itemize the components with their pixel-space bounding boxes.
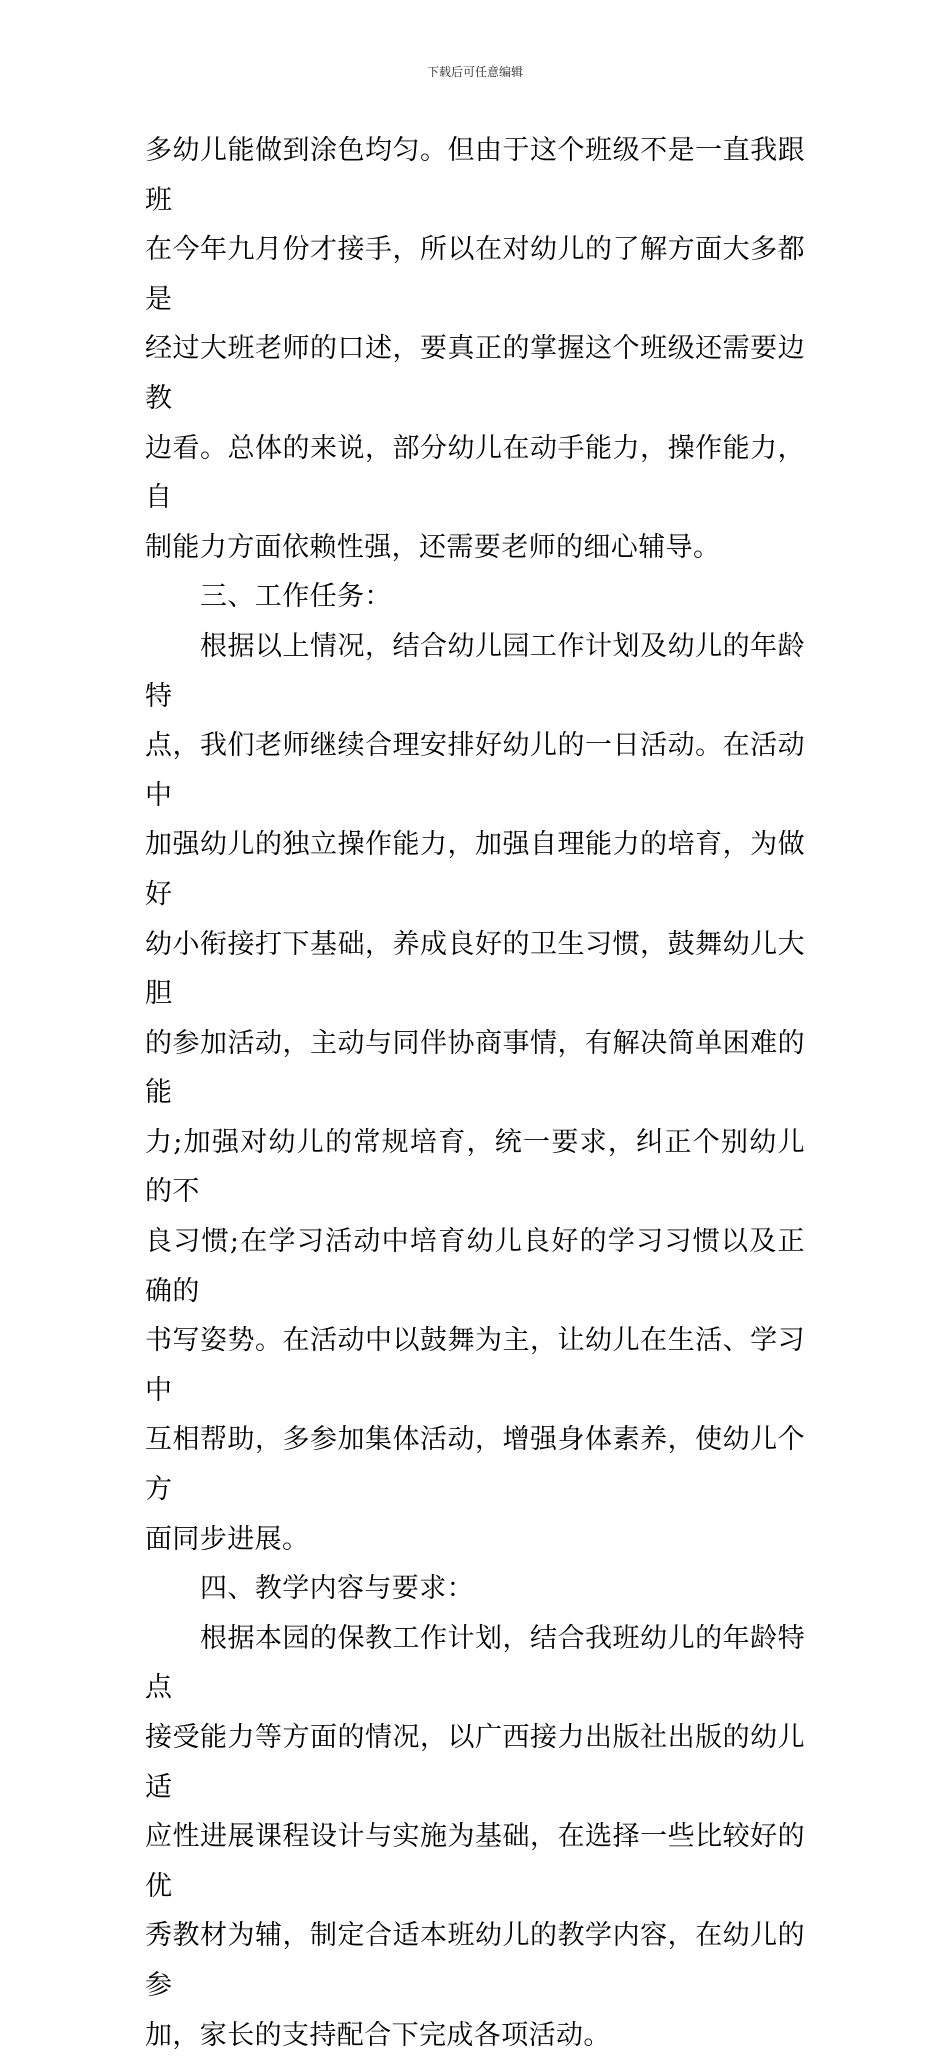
paragraph-continuation (145, 126, 805, 572)
text-line: 边看。总体的来说，部分幼儿在动手能力，操作能力，自 (145, 432, 805, 514)
text-line: 互相帮助，多参加集体活动，增强身体素养，使幼儿个方 (145, 1424, 805, 1506)
text-line: 幼小衔接打下基础，养成良好的卫生习惯，鼓舞幼儿大胆 (145, 928, 805, 1010)
text-line: 书写姿势。在活动中以鼓舞为主，让幼儿在生活、学习中 (145, 1325, 805, 1406)
section-heading-teaching-content (145, 1564, 805, 1614)
text-line: 加，家长的支持配合下完成各项活动。 (145, 2019, 611, 2051)
text-line: 面同步进展。 (145, 1523, 310, 1555)
text-line: 加强幼儿的独立操作能力，加强自理能力的培育，为做好 (145, 829, 805, 910)
text-line: 的参加活动，主动与同伴协商事情，有解决简单困难的能 (145, 1027, 805, 1109)
section-heading-work-tasks (145, 572, 805, 622)
text-line: 根据以上情况，结合幼儿园工作计划及幼儿的年龄特 (145, 630, 805, 712)
text-line: 经过大班老师的口述，要真正的掌握这个班级还需要边教 (145, 333, 805, 414)
text-line: 点，我们老师继续合理安排好幼儿的一日活动。在活动中 (145, 730, 805, 811)
text-line: 四、教学内容与要求： (200, 1573, 474, 1605)
text-line: 良习惯;在学习活动中培育幼儿良好的学习习惯以及正确的 (145, 1226, 805, 1307)
text-line: 多幼儿能做到涂色均匀。但由于这个班级不是一直我跟班 (145, 135, 805, 216)
text-line: 应性进展课程设计与实施为基础，在选择一些比较好的优 (145, 1821, 805, 1902)
paragraph-work-tasks (145, 622, 805, 1564)
text-line: 在今年九月份才接手，所以在对幼儿的了解方面大多都是 (145, 234, 805, 315)
text-line: 接受能力等方面的情况，以广西接力出版社出版的幼儿适 (145, 1722, 805, 1803)
text-line: 力;加强对幼儿的常规培育，统一要求，纠正个别幼儿的不 (145, 1126, 805, 1208)
paragraph-teaching-content (145, 1614, 805, 2060)
text-line: 制能力方面依赖性强，还需要老师的细心辅导。 (145, 531, 721, 563)
document-body (145, 126, 805, 2060)
text-line: 秀教材为辅，制定合适本班幼儿的教学内容，在幼儿的参 (145, 1920, 805, 2001)
page-header-note: 下载后可任意编辑 (426, 65, 523, 79)
text-line: 根据本园的保教工作计划，结合我班幼儿的年龄特点 (145, 1622, 805, 1704)
text-line: 三、工作任务： (200, 581, 392, 613)
